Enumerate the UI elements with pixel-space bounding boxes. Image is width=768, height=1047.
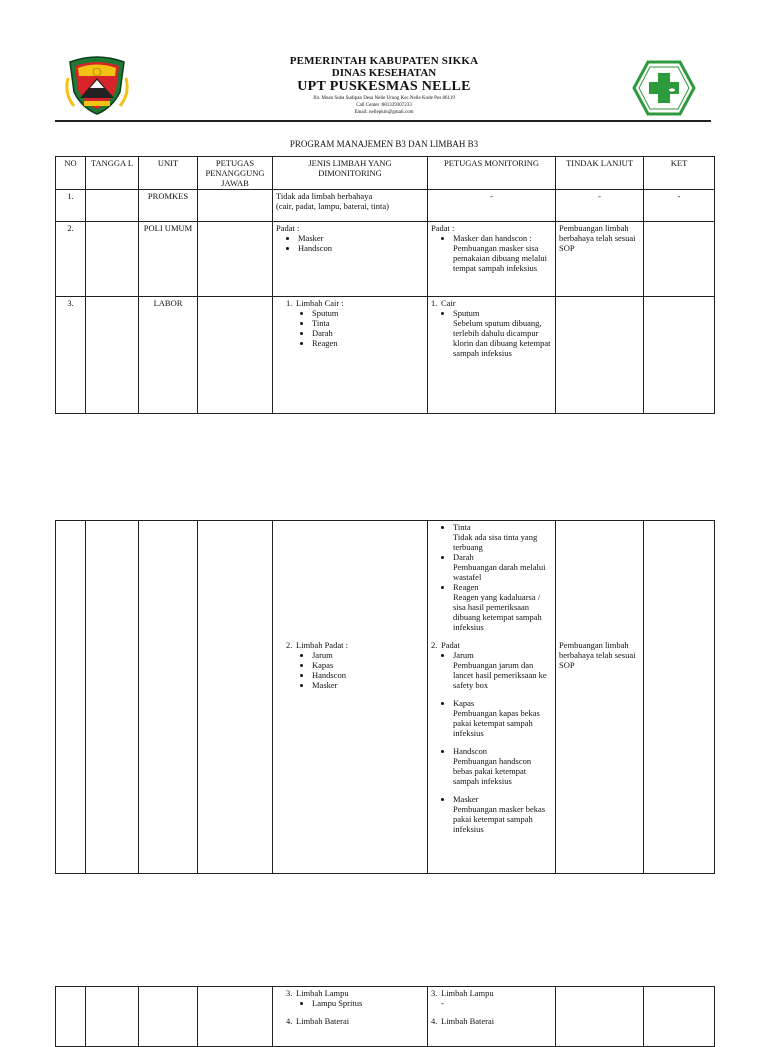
- waste-categories-text: (cair, padat, lampu, baterai, tinta): [276, 201, 389, 211]
- waste-section-title: 3. Limbah Lampu: [286, 988, 349, 998]
- cell-officer: [198, 521, 273, 874]
- col-header-monitoring: PETUGAS MONITORING: [428, 157, 556, 190]
- list-item: • Darah: [312, 328, 424, 338]
- cell-unit: [139, 521, 198, 874]
- table-row: [56, 521, 715, 874]
- cell-waste-type: [273, 987, 428, 1047]
- table-row: [56, 297, 715, 414]
- header-department: DINAS KESEHATAN: [331, 67, 437, 79]
- cell-notes: [644, 987, 715, 1047]
- waste-list: [276, 233, 424, 253]
- list-item: • Handscon: [298, 243, 424, 253]
- col-header-unit: UNIT: [139, 157, 198, 190]
- cell-waste-type: [273, 297, 428, 414]
- list-item: • Lampu Spritus: [312, 998, 424, 1008]
- cell-unit: POLI UMUM: [139, 222, 198, 297]
- col-header-waste-type: JENIS LIMBAH YANG DIMONITORING: [273, 157, 428, 190]
- letterhead: [0, 0, 768, 125]
- cell-date: [86, 521, 139, 874]
- waste-title: Padat :: [276, 223, 300, 233]
- header-call-center: Call Center :081339307233: [356, 103, 412, 108]
- monitoring-list: [431, 650, 552, 834]
- cell-follow-up: [556, 521, 644, 874]
- waste-list: [276, 998, 424, 1008]
- header-address: Jln. Moan Suba Sudipan Desa Nelle Urung Kec.Nelle Kode Pos 86119: [313, 96, 455, 101]
- cell-no: 2.: [56, 222, 86, 297]
- table-row: [56, 190, 715, 222]
- cell-notes: [644, 222, 715, 297]
- col-header-notes: KET: [644, 157, 715, 190]
- list-item: • Reagen Reagen yang kadaluarsa / sisa hasil pemeriksaan dibuang ketempat sampah infeksius: [453, 582, 552, 632]
- header-institution: UPT PUSKESMAS NELLE: [297, 79, 471, 94]
- cell-date: [86, 987, 139, 1047]
- follow-up-text: Pembuangan limbah berbahaya telah sesuai SOP: [559, 640, 636, 670]
- cell-notes: [644, 521, 715, 874]
- cell-officer: [198, 297, 273, 414]
- cell-date: [86, 190, 139, 222]
- cell-monitoring: -: [428, 190, 556, 222]
- waste-none-text: Tidak ada limbah berbahaya: [276, 191, 373, 201]
- header-divider: [55, 120, 711, 122]
- cell-unit: [139, 987, 198, 1047]
- list-item: • Tinta Tidak ada sisa tinta yang terbuang: [453, 522, 552, 552]
- header-email: Email: nellepkm@gmail.com: [354, 110, 414, 115]
- list-item: • Reagen: [312, 338, 424, 348]
- list-item: • Masker: [312, 680, 424, 690]
- cell-notes: [644, 297, 715, 414]
- cell-monitoring: [428, 521, 556, 874]
- table-row: [56, 987, 715, 1047]
- monitoring-dash: -: [441, 998, 444, 1008]
- waste-list: [276, 308, 424, 348]
- cell-follow-up: Pembuangan limbah berbahaya telah sesuai SOP: [556, 222, 644, 297]
- cell-no: 1.: [56, 190, 86, 222]
- monitoring-list: [431, 233, 552, 273]
- cell-follow-up: [556, 297, 644, 414]
- list-item: • Jarum Pembuangan jarum dan lancet hasil pemeriksaan ke safety box: [453, 650, 552, 690]
- header-government: PEMERINTAH KABUPATEN SIKKA: [289, 55, 479, 67]
- monitoring-section-title: 2. Padat: [431, 640, 460, 650]
- waste-management-table-continued: [55, 520, 715, 874]
- monitoring-title: Padat :: [431, 223, 455, 233]
- waste-management-table-page3: [55, 986, 715, 1047]
- cell-monitoring: [428, 987, 556, 1047]
- monitoring-list: [431, 522, 552, 632]
- cell-monitoring: [428, 297, 556, 414]
- list-item: • Sputum: [312, 308, 424, 318]
- waste-section-title: 4. Limbah Baterai: [286, 1016, 350, 1026]
- cell-officer: [198, 987, 273, 1047]
- cell-waste-type: [273, 190, 428, 222]
- cell-waste-type: [273, 521, 428, 874]
- col-header-date: TANGGA L: [86, 157, 139, 190]
- col-header-follow-up: TINDAK LANJUT: [556, 157, 644, 190]
- document-title: PROGRAM MANAJEMEN B3 DAN LIMBAH B3: [289, 139, 479, 149]
- list-item: • Tinta: [312, 318, 424, 328]
- waste-list: [276, 650, 424, 690]
- waste-section-title: 2. Limbah Padat :: [286, 640, 348, 650]
- cell-follow-up: [556, 987, 644, 1047]
- waste-section-title: 1. Limbah Cair :: [286, 298, 344, 308]
- cell-no: 3.: [56, 297, 86, 414]
- cell-date: [86, 297, 139, 414]
- cell-monitoring: [428, 222, 556, 297]
- list-item: • Darah Pembuangan darah melalui wastafel: [453, 552, 552, 582]
- cell-unit: PROMKES: [139, 190, 198, 222]
- list-item: • Masker dan handscon : Pembuangan masker sisa pemakaian dibuang melalui tempat sampah infeksius: [453, 233, 552, 273]
- cell-date: [86, 222, 139, 297]
- cell-officer: [198, 222, 273, 297]
- cell-follow-up: -: [556, 190, 644, 222]
- cell-no: [56, 987, 86, 1047]
- puskesmas-cross-logo-icon: [632, 60, 696, 116]
- monitoring-list: [431, 308, 552, 358]
- cell-waste-type: [273, 222, 428, 297]
- table-header-row: [56, 157, 715, 190]
- cell-unit: LABOR: [139, 297, 198, 414]
- list-item: • Sputum Sebelum sputum dibuang, terlebih dahulu dicampur klorin dan dibuang ketempat sampah infeksius: [453, 308, 552, 358]
- list-item: • Handscon Pembuangan handscon bebas pakai ketempat sampah infeksius: [453, 746, 552, 786]
- sikka-regency-emblem-icon: [64, 54, 130, 116]
- list-item: • Kapas Pembuangan kapas bekas pakai ketempat sampah infeksius: [453, 698, 552, 738]
- monitoring-section-title: 1. Cair: [431, 298, 456, 308]
- list-item: • Masker: [298, 233, 424, 243]
- waste-management-table: [55, 156, 715, 414]
- col-header-no: NO: [56, 157, 86, 190]
- monitoring-section-title: 4. Limbah Baterai: [431, 1016, 495, 1026]
- list-item: • Handscon: [312, 670, 424, 680]
- list-item: • Masker Pembuangan masker bekas pakai ketempat sampah infeksius: [453, 794, 552, 834]
- list-item: • Jarum: [312, 650, 424, 660]
- cell-notes: -: [644, 190, 715, 222]
- monitoring-section-title: 3. Limbah Lampu: [431, 988, 494, 998]
- table-row: [56, 222, 715, 297]
- list-item: • Kapas: [312, 660, 424, 670]
- cell-officer: [198, 190, 273, 222]
- cell-no: [56, 521, 86, 874]
- col-header-officer: PETUGAS PENANGGUNG JAWAB: [198, 157, 273, 190]
